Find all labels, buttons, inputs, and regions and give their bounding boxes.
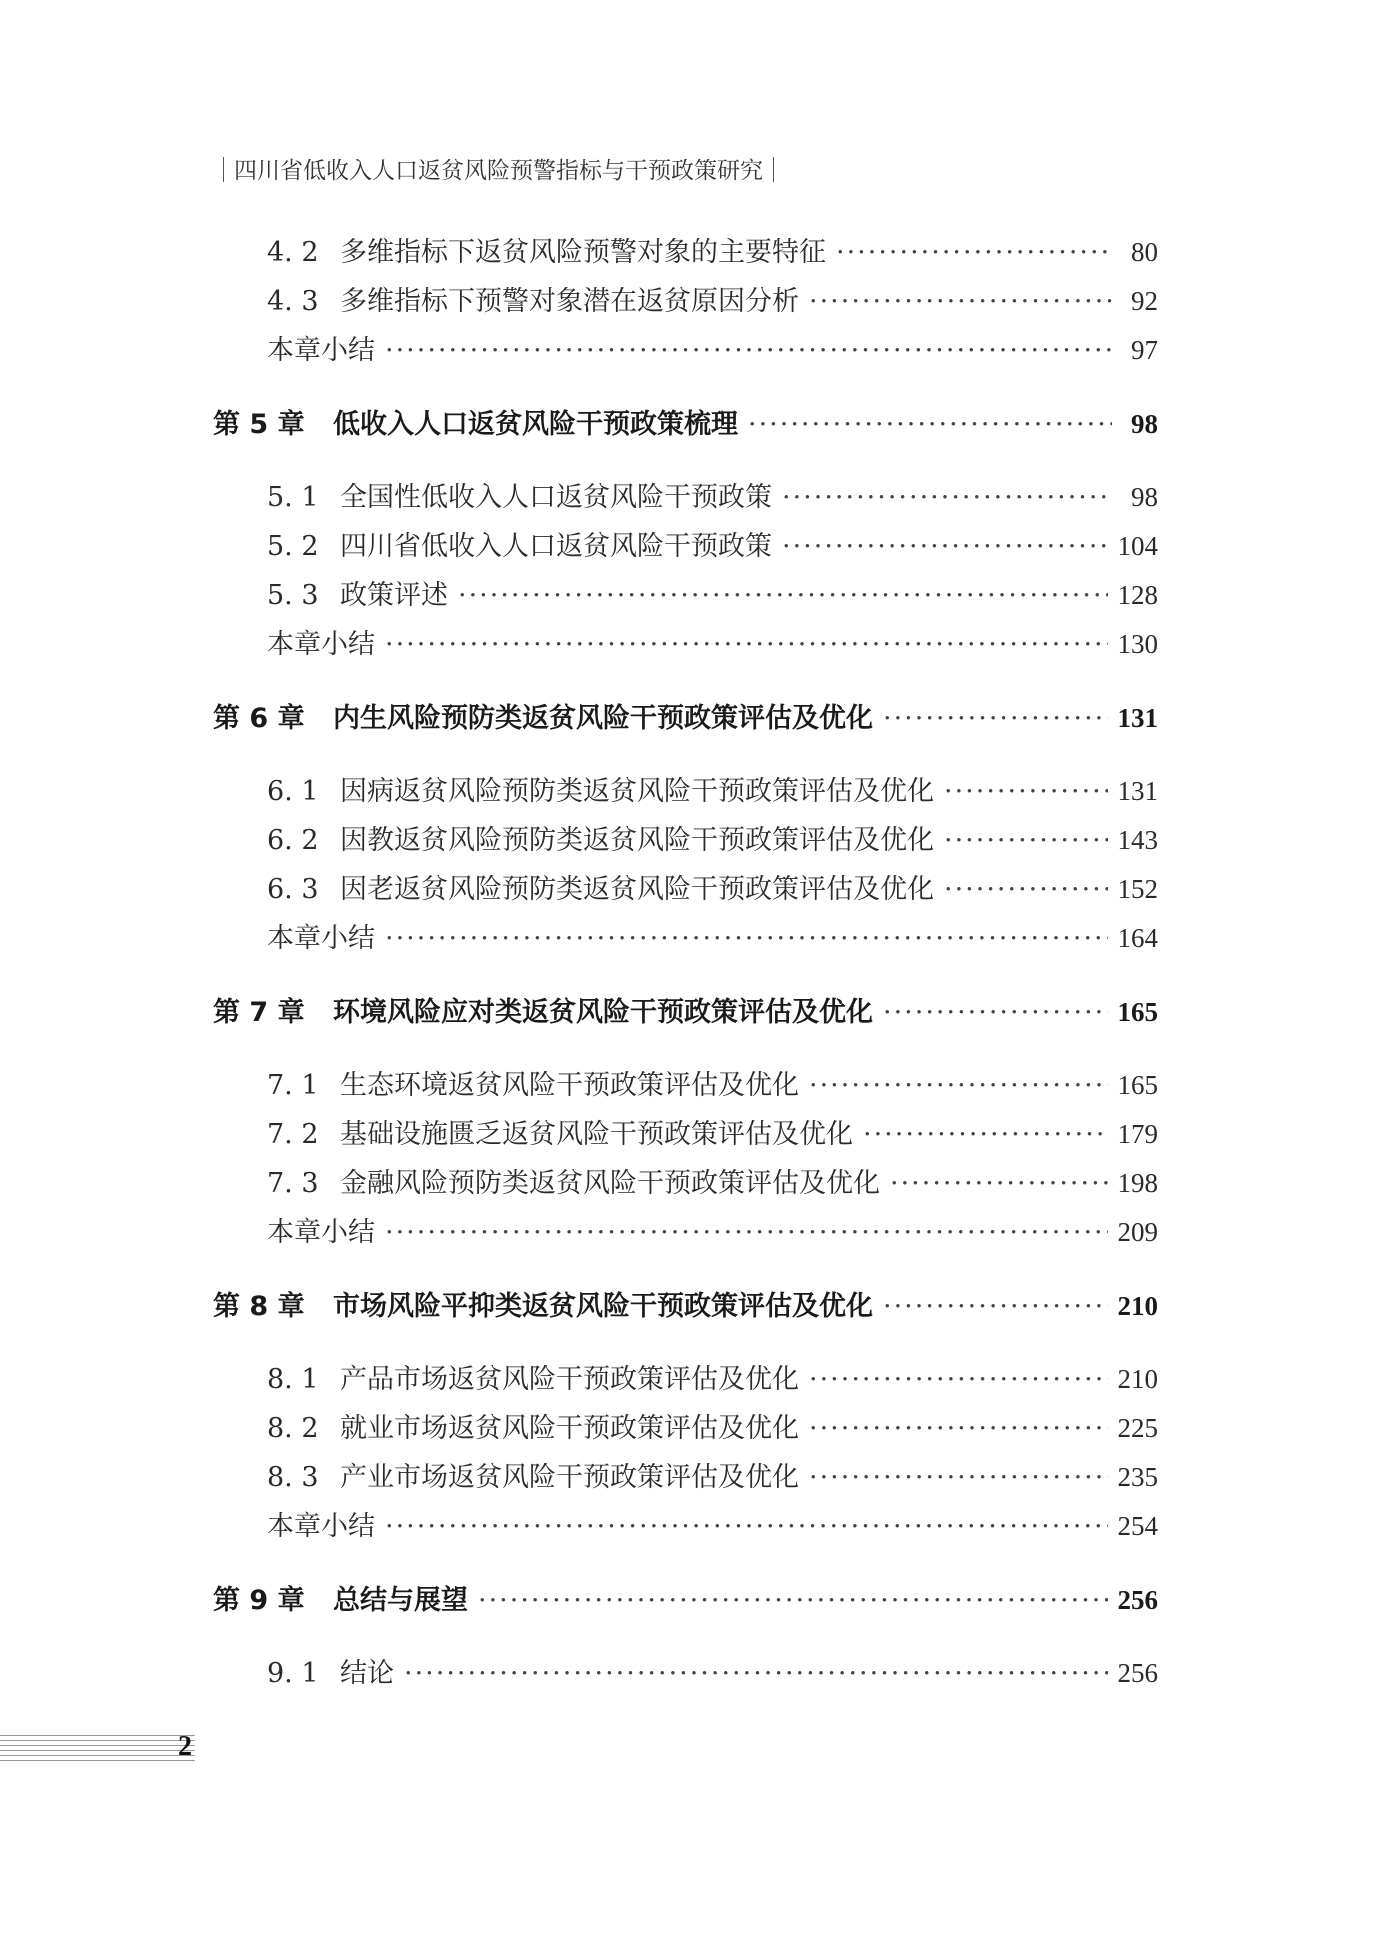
leader-dots — [836, 237, 1112, 268]
entry-title: 就业市场返贫风险干预政策评估及优化 — [340, 1413, 799, 1444]
leader-dots — [863, 1119, 1108, 1150]
entry-page: 131 — [1117, 776, 1158, 806]
leader-dots — [944, 874, 1108, 905]
chapter-number: 第 5 章 — [213, 409, 305, 440]
chapter-page: 98 — [1131, 409, 1158, 439]
entry-title: 多维指标下返贫风险预警对象的主要特征 — [340, 237, 826, 268]
toc-entry-summary[interactable] — [267, 1504, 1158, 1543]
chapter-title: 市场风险平抑类返贫风险干预政策评估及优化 — [333, 1291, 873, 1322]
entry-page: 80 — [1131, 237, 1158, 267]
entry-title: 基础设施匮乏返贫风险干预政策评估及优化 — [340, 1119, 853, 1150]
toc-entry-chapter[interactable] — [213, 1284, 1158, 1323]
toc-entry-section[interactable] — [267, 279, 1158, 318]
entry-number: 4. 3 — [267, 286, 319, 317]
entry-title: 本章小结 — [267, 629, 375, 660]
entry-page: 165 — [1117, 1070, 1158, 1100]
toc-entry-summary[interactable] — [267, 1210, 1158, 1249]
toc-entry-section[interactable] — [267, 230, 1158, 269]
entry-number: 7. 1 — [267, 1070, 319, 1101]
entry-page: 256 — [1117, 1658, 1158, 1688]
entry-page: 128 — [1117, 580, 1158, 610]
chapter-title: 环境风险应对类返贫风险干预政策评估及优化 — [333, 997, 873, 1028]
toc-entry-section[interactable] — [267, 1651, 1158, 1690]
leader-dots — [809, 286, 1112, 317]
leader-dots — [385, 629, 1108, 660]
leader-dots — [809, 1364, 1108, 1395]
entry-page: 130 — [1117, 629, 1158, 659]
entry-page: 143 — [1117, 825, 1158, 855]
toc-entry-section[interactable] — [267, 769, 1158, 808]
entry-number: 8. 1 — [267, 1364, 319, 1395]
entry-page: 210 — [1117, 1364, 1158, 1394]
folio-rule — [0, 1745, 195, 1746]
entry-page: 104 — [1117, 531, 1158, 561]
entry-title: 因病返贫风险预防类返贫风险干预政策评估及优化 — [340, 776, 934, 807]
header-left-rule — [223, 157, 224, 182]
leader-dots — [944, 776, 1108, 807]
leader-dots — [809, 1070, 1108, 1101]
entry-page: 92 — [1131, 286, 1158, 316]
entry-number: 6. 3 — [267, 874, 319, 905]
toc-entry-summary[interactable] — [267, 916, 1158, 955]
toc-entry-chapter[interactable] — [213, 696, 1158, 735]
leader-dots — [385, 1217, 1108, 1248]
toc-entry-section[interactable] — [267, 1357, 1158, 1396]
page-number: 2 — [178, 1731, 192, 1762]
entry-page: 225 — [1117, 1413, 1158, 1443]
entry-title: 金融风险预防类返贫风险干预政策评估及优化 — [340, 1168, 880, 1199]
chapter-page: 131 — [1117, 703, 1158, 733]
leader-dots — [883, 703, 1108, 734]
chapter-page: 256 — [1117, 1585, 1158, 1615]
toc-entry-chapter[interactable] — [213, 1578, 1158, 1617]
chapter-title: 总结与展望 — [333, 1585, 468, 1616]
entry-title: 政策评述 — [340, 580, 448, 611]
leader-dots — [782, 531, 1108, 562]
leader-dots — [883, 997, 1108, 1028]
entry-title: 本章小结 — [267, 1511, 375, 1542]
entry-page: 179 — [1117, 1119, 1158, 1149]
entry-number: 5. 1 — [267, 482, 319, 513]
entry-page: 98 — [1131, 482, 1158, 512]
leader-dots — [809, 1462, 1108, 1493]
chapter-number: 第 8 章 — [213, 1291, 305, 1322]
leader-dots — [782, 482, 1112, 513]
header-right-rule — [773, 157, 774, 182]
entry-number: 6. 1 — [267, 776, 319, 807]
leader-dots — [748, 409, 1112, 440]
toc-entry-chapter[interactable] — [213, 402, 1158, 441]
chapter-title: 内生风险预防类返贫风险干预政策评估及优化 — [333, 703, 873, 734]
leader-dots — [385, 335, 1112, 366]
leader-dots — [809, 1413, 1108, 1444]
toc-entry-summary[interactable] — [267, 622, 1158, 661]
chapter-number: 第 9 章 — [213, 1585, 305, 1616]
entry-title: 本章小结 — [267, 1217, 375, 1248]
running-header — [213, 152, 784, 185]
folio-rule — [0, 1760, 195, 1761]
entry-number: 8. 3 — [267, 1462, 319, 1493]
toc-entry-section[interactable] — [267, 818, 1158, 857]
toc-entry-section[interactable] — [267, 1455, 1158, 1494]
leader-dots — [478, 1585, 1108, 1616]
leader-dots — [883, 1291, 1108, 1322]
entry-number: 9. 1 — [267, 1658, 319, 1689]
folio-rule-lines — [0, 1735, 195, 1765]
chapter-title: 低收入人口返贫风险干预政策梳理 — [333, 409, 738, 440]
entry-title: 因老返贫风险预防类返贫风险干预政策评估及优化 — [340, 874, 934, 905]
entry-number: 7. 3 — [267, 1168, 319, 1199]
chapter-number: 第 6 章 — [213, 703, 305, 734]
folio-rule — [0, 1755, 195, 1756]
entry-page: 97 — [1131, 335, 1158, 365]
toc-entry-section[interactable] — [267, 524, 1158, 563]
book-title: 四川省低收入人口返贫风险预警指标与干预政策研究 — [234, 158, 763, 184]
toc-entry-section[interactable] — [267, 573, 1158, 612]
entry-title: 本章小结 — [267, 335, 375, 366]
toc-entry-section[interactable] — [267, 1063, 1158, 1102]
leader-dots — [385, 923, 1108, 954]
chapter-page: 210 — [1117, 1291, 1158, 1321]
entry-number: 7. 2 — [267, 1119, 319, 1150]
toc-entry-section[interactable] — [267, 867, 1158, 906]
entry-page: 164 — [1117, 923, 1158, 953]
entry-title: 本章小结 — [267, 923, 375, 954]
folio-rule — [0, 1740, 195, 1741]
entry-title: 生态环境返贫风险干预政策评估及优化 — [340, 1070, 799, 1101]
entry-title: 多维指标下预警对象潜在返贫原因分析 — [340, 286, 799, 317]
entry-number: 5. 2 — [267, 531, 319, 562]
leader-dots — [458, 580, 1108, 611]
entry-title: 因教返贫风险预防类返贫风险干预政策评估及优化 — [340, 825, 934, 856]
entry-number: 5. 3 — [267, 580, 319, 611]
leader-dots — [404, 1658, 1108, 1689]
leader-dots — [890, 1168, 1108, 1199]
entry-title: 产业市场返贫风险干预政策评估及优化 — [340, 1462, 799, 1493]
folio-rule — [0, 1735, 195, 1736]
entry-title: 全国性低收入人口返贫风险干预政策 — [340, 482, 772, 513]
entry-page: 254 — [1117, 1511, 1158, 1541]
toc-entry-section[interactable] — [267, 1161, 1158, 1200]
toc-entry-chapter[interactable] — [213, 990, 1158, 1029]
entry-page: 152 — [1117, 874, 1158, 904]
toc-entry-section[interactable] — [267, 1112, 1158, 1151]
entry-page: 198 — [1117, 1168, 1158, 1198]
entry-page: 235 — [1117, 1462, 1158, 1492]
entry-number: 4. 2 — [267, 237, 319, 268]
toc-entry-section[interactable] — [267, 475, 1158, 514]
toc-entry-summary[interactable] — [267, 328, 1158, 367]
entry-title: 结论 — [340, 1658, 394, 1689]
entry-title: 产品市场返贫风险干预政策评估及优化 — [340, 1364, 799, 1395]
entry-page: 209 — [1117, 1217, 1158, 1247]
leader-dots — [385, 1511, 1108, 1542]
toc-entry-section[interactable] — [267, 1406, 1158, 1445]
leader-dots — [944, 825, 1108, 856]
chapter-number: 第 7 章 — [213, 997, 305, 1028]
entry-number: 6. 2 — [267, 825, 319, 856]
entry-title: 四川省低收入人口返贫风险干预政策 — [340, 531, 772, 562]
chapter-page: 165 — [1117, 997, 1158, 1027]
entry-number: 8. 2 — [267, 1413, 319, 1444]
folio-rule — [0, 1750, 195, 1751]
